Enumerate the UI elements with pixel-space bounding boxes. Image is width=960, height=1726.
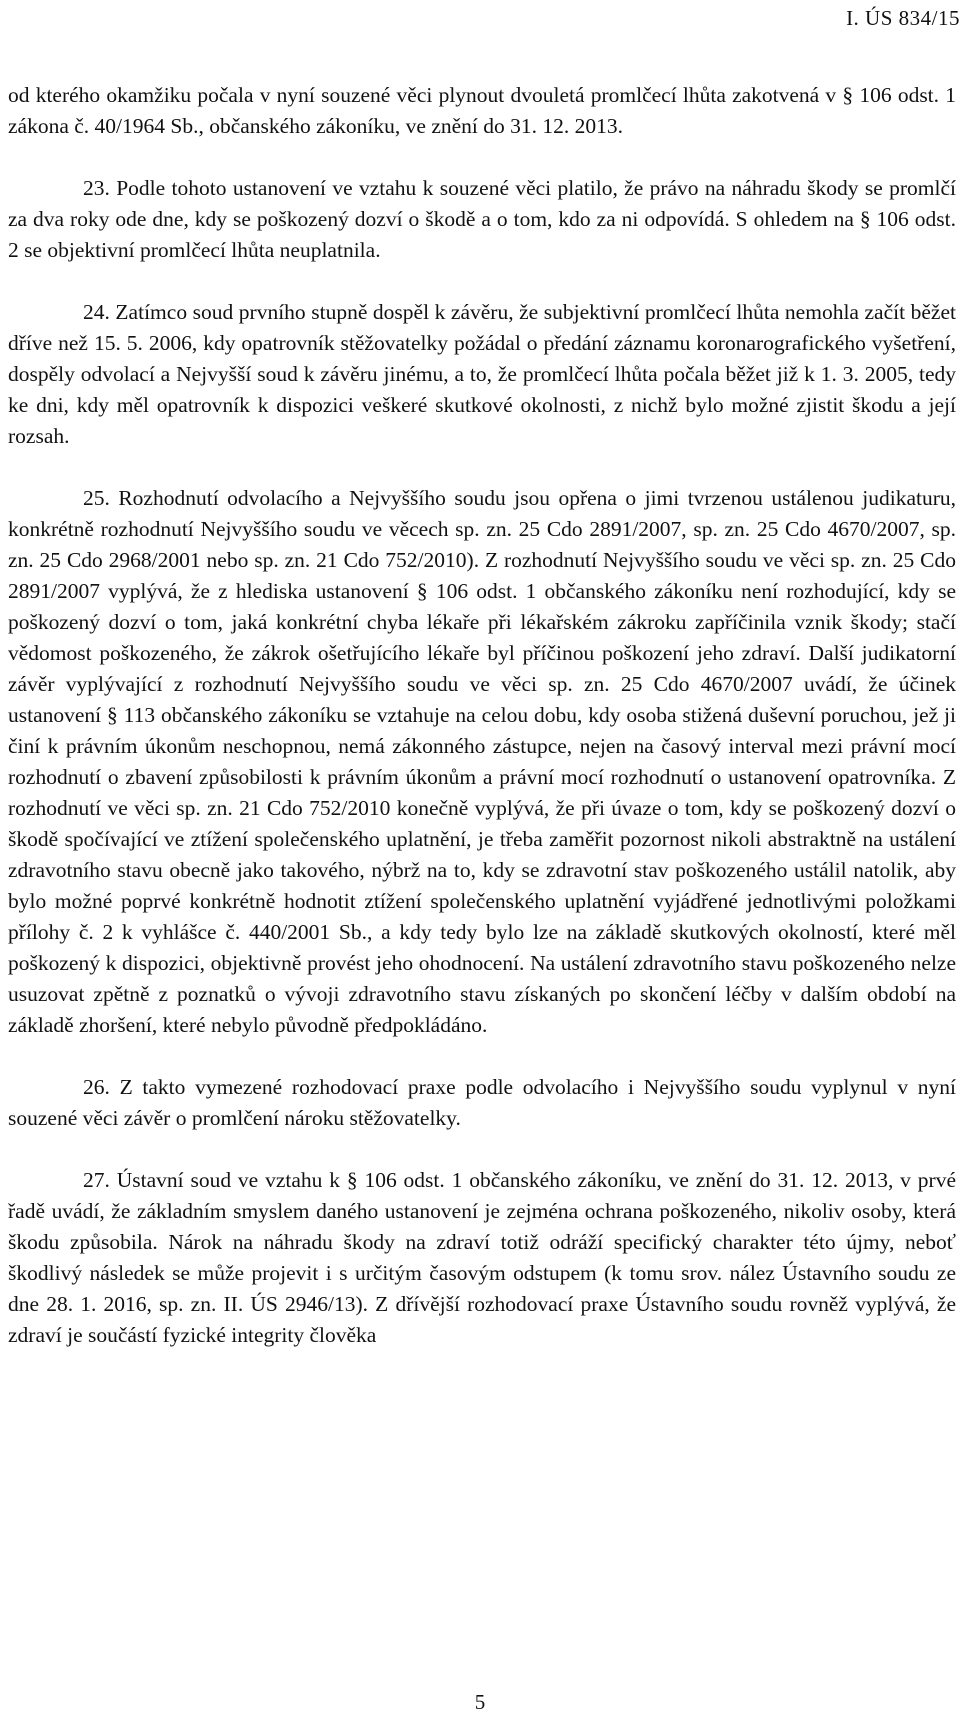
paragraph-23: 23. Podle tohoto ustanovení ve vztahu k souzené věci platilo, že právo na náhradu škody se promlčí za dva roky ode dne, kdy se poškozený dozví o škodě a o tom, kdo za ni odpovídá. S ohledem na § 106 odst. 2 se objektivní promlčecí lhůta neuplatnila. xyxy=(8,176,956,262)
paragraph-27: 27. Ústavní soud ve vztahu k § 106 odst. 1 občanského zákoníku, ve znění do 31. 12. 2013, v prvé řadě uvádí, že základním smyslem daného ustanovení je zejména ochrana poškozeného, nikoliv osoby, která škodu způsobila. Nárok na náhradu škody na zdraví totiž odráží specifický charakter této újmy, neboť škodlivý následek se může projevit i s určitým časovým odstupem (k tomu srov. nález Ústavního soudu ze dne 28. 1. 2016, sp. zn. II. ÚS 2946/13). Z dřívější rozhodovací praxe Ústavního soudu rovněž vyplývá, že zdraví je součástí fyzické integrity člověka xyxy=(8,1168,956,1347)
paragraph-25: 25. Rozhodnutí odvolacího a Nejvyššího soudu jsou opřena o jimi tvrzenou ustálenou judikaturu, konkrétně rozhodnutí Nejvyššího soudu ve věcech sp. zn. 25 Cdo 2891/2007, sp. zn. 25 Cdo 4670/2007, sp. zn. 25 Cdo 2968/2001 nebo sp. zn. 21 Cdo 752/2010). Z rozhodnutí Nejvyššího soudu ve věci sp. zn. 25 Cdo 2891/2007 vyplývá, že z hlediska ustanovení § 106 odst. 1 občanského zákoníku není rozhodující, kdy se poškozený dozví o tom, jaká konkrétní chyba lékaře při lékařském zákroku zapříčinila vznik škody; stačí vědomost poškozeného, že zákrok ošetřujícího lékaře byl příčinou poškození jeho zdraví. Další judikatorní závěr vyplývající z rozhodnutí Nejvyššího soudu ve věci sp. zn. 25 Cdo 4670/2007 uvádí, že účinek ustanovení § 113 občanského zákoníku se vztahuje na celou dobu, kdy osoba stižená duševní poruchou, jež ji činí k právním úkonům neschopnou, nemá zákonného zástupce, nejen na časový interval mezi právní mocí rozhodnutí o zbavení způsobilosti k právním úkonům a právní mocí rozhodnutí o ustanovení opatrovníka. Z rozhodnutí ve věci sp. zn. 21 Cdo 752/2010 konečně vyplývá, že při úvaze o tom, kdy se poškozený dozví o škodě spočívající ve ztížení společenského uplatnění, je třeba zaměřit pozornost nikoli abstraktně na ustálení zdravotního stavu obecně jako takového, nýbrž na to, kdy se zdravotní stav poškozeného ustálil natolik, aby bylo možné poprvé konkrétně hodnotit ztížení společenského uplatnění vyjádřené jednotlivými položkami přílohy č. 2 k vyhlášce č. 440/2001 Sb., a kdy tedy bylo lze na základě skutkových okolností, které měl poškozený k dispozici, objektivně provést jeho ohodnocení. Na ustálení zdravotního stavu poškozeného nelze usuzovat zpětně z poznatků o vývoji zdravotního stavu získaných po skončení léčby v dalším období na základě zhoršení, které nebylo původně předpokládáno. xyxy=(8,486,956,1037)
paragraph-continuation: od kterého okamžiku počala v nyní souzené věci plynout dvouletá promlčecí lhůta zakotvená v § 106 odst. 1 zákona č. 40/1964 Sb., občanského zákoníku, ve znění do 31. 12. 2013. xyxy=(8,83,956,138)
case-reference: I. ÚS 834/15 xyxy=(846,6,960,30)
document-body xyxy=(8,80,956,1382)
paragraph-26: 26. Z takto vymezené rozhodovací praxe podle odvolacího i Nejvyššího soudu vyplynul v nyní souzené věci závěr o promlčení nároku stěžovatelky. xyxy=(8,1075,956,1130)
paragraph-24: 24. Zatímco soud prvního stupně dospěl k závěru, že subjektivní promlčecí lhůta nemohla začít běžet dříve než 15. 5. 2006, kdy opatrovník stěžovatelky požádal o předání záznamu koronarografického vyšetření, dospěly odvolací a Nejvyšší soud k závěru jinému, a to, že promlčecí lhůta počala běžet již k 1. 3. 2005, tedy ke dni, kdy měl opatrovník k dispozici veškeré skutkové okolnosti, z nichž bylo možné zjistit škodu a její rozsah. xyxy=(8,300,956,448)
page-number: 5 xyxy=(474,1690,486,1714)
